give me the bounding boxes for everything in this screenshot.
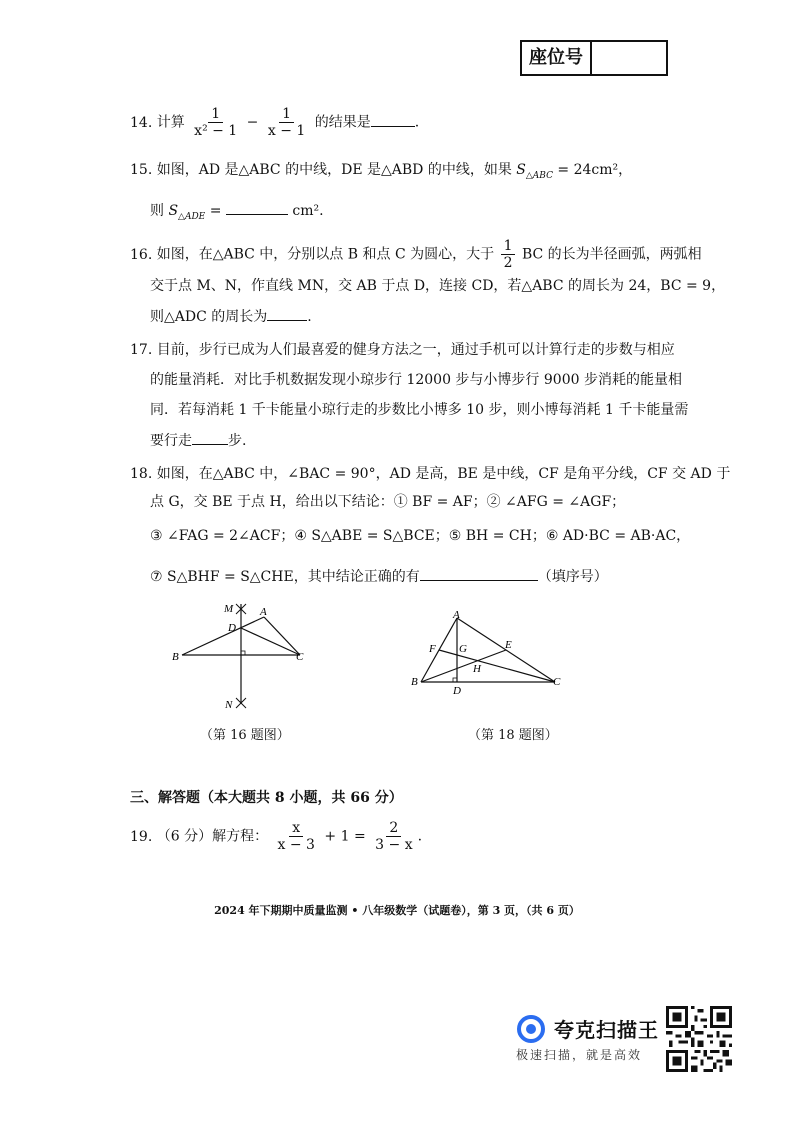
question-number: 14. xyxy=(130,114,153,131)
answer-blank[interactable] xyxy=(267,306,307,321)
fraction-2 xyxy=(372,820,415,853)
figure-16 xyxy=(170,600,310,715)
figure-16-caption: （第 16 题图） xyxy=(200,728,290,743)
label-d: D xyxy=(453,685,461,697)
question-number: 17. xyxy=(130,342,153,358)
question-16-line-1 xyxy=(130,238,702,271)
question-18-line-3: ③ ∠FAG = 2∠ACF；④ S△ABE = S△BCE；⑤ BH = CH；⑥ AD·BC = AB·AC， xyxy=(150,528,691,544)
brand-name: 夸克扫描王 xyxy=(554,1018,659,1042)
question-17-line-3: 同．若每消耗 1 千卡能量小琼行走的步数比小博多 10 步，则小博每消耗 1 千卡能量需 xyxy=(150,402,689,418)
equals-sign: = xyxy=(205,203,222,219)
question-18-line-1 xyxy=(130,464,730,484)
label-a: A xyxy=(453,609,460,621)
seat-number-label: 座位号 xyxy=(522,42,592,74)
question-18-line-2: 点 G，交 BE 于点 H，给出以下结论：① BF = AF；② ∠AFG = ∠AGF； xyxy=(150,494,626,510)
question-text: 则 xyxy=(150,203,164,219)
question-16-line-2: 交于点 M、N，作直线 MN，交 AB 于点 D，连接 CD，若△ABC 的周长为 24，BC = 9， xyxy=(150,278,726,294)
question-18-line-4 xyxy=(150,566,608,587)
area-symbol: S xyxy=(168,203,179,219)
question-15-line-2 xyxy=(150,200,324,227)
answer-blank[interactable] xyxy=(226,200,288,215)
page-footer: 2024 年下期期中质量监测 • 八年级数学（试题卷），第 3 页，（共 6 页） xyxy=(214,904,580,917)
area-subscript: △ABC xyxy=(525,170,553,181)
segment-dc xyxy=(241,628,300,655)
label-h: H xyxy=(473,663,481,675)
label-c: C xyxy=(553,676,561,688)
question-19 xyxy=(130,820,422,853)
fraction-half xyxy=(501,238,516,271)
question-text: 如图，AD 是△ABC 的中线，DE 是△ABD 的中线，如果 xyxy=(156,162,512,178)
qr-code-icon xyxy=(666,1006,732,1072)
scanner-brand xyxy=(514,1010,664,1070)
section-title: 三、解答题（本大题共 8 小题，共 66 分） xyxy=(130,790,403,806)
fraction-2 xyxy=(265,106,308,139)
label-c: C xyxy=(296,651,304,663)
label-g: G xyxy=(459,643,467,655)
brand-slogan: 极速扫描，就是高效 xyxy=(516,1048,643,1062)
question-text: 步. xyxy=(228,433,247,449)
label-d: D xyxy=(228,622,236,634)
fraction-denominator: x − 1 xyxy=(267,123,306,139)
question-suffix: 的结果是 xyxy=(314,114,371,131)
area-subscript: △ADE xyxy=(178,211,206,222)
segment-ac xyxy=(264,617,300,655)
question-text: （6 分）解方程： xyxy=(156,828,269,845)
fraction-denominator: x² − 1 xyxy=(194,123,238,139)
question-text: （填序号） xyxy=(537,569,608,585)
unit-text: cm². xyxy=(292,203,324,219)
bisector-cf xyxy=(439,650,555,682)
segment-ba xyxy=(182,617,264,655)
fraction-denominator: 3 − x xyxy=(375,837,413,853)
answer-blank[interactable] xyxy=(192,430,228,445)
fraction-denominator: 2 xyxy=(503,255,513,271)
question-15-line-1 xyxy=(130,160,632,186)
question-text: 如图，在△ABC 中，分别以点 B 和点 C 为圆心，大于 xyxy=(156,246,495,263)
seat-number-box xyxy=(520,40,668,76)
label-n: N xyxy=(225,699,233,711)
question-number: 16. xyxy=(130,246,153,263)
label-f: F xyxy=(429,643,436,655)
label-e: E xyxy=(505,639,512,651)
label-b: B xyxy=(172,651,179,663)
scanner-logo-icon xyxy=(516,1014,546,1044)
operator: + 1 = xyxy=(324,828,366,845)
label-b: B xyxy=(411,676,418,688)
fraction-numerator: 2 xyxy=(386,820,401,837)
fraction-numerator: 1 xyxy=(279,106,294,123)
label-a: A xyxy=(260,606,267,618)
question-text: 目前，步行已成为人们最喜爱的健身方法之一，通过手机可以计算行走的步数与相应 xyxy=(156,342,675,358)
question-17-line-2: 的能量消耗．对比手机数据发现小琼步行 12000 步与小博步行 9000 步消耗的能量相 xyxy=(150,372,682,388)
question-prefix: 计算 xyxy=(156,114,185,131)
question-text: ⑦ S△BHF = S△CHE，其中结论正确的有 xyxy=(150,569,420,585)
period: . xyxy=(307,309,312,325)
figure-18 xyxy=(405,608,570,698)
seat-number-value xyxy=(592,42,666,74)
question-number: 19. xyxy=(130,828,153,845)
question-text: 要行走 xyxy=(150,433,192,449)
fraction-1 xyxy=(191,106,240,139)
question-text: = 24cm²， xyxy=(552,162,633,178)
period: . xyxy=(414,114,420,131)
fraction-numerator: 1 xyxy=(208,106,223,123)
minus-sign: − xyxy=(246,114,259,131)
question-text: BC 的长为半径画弧，两弧相 xyxy=(521,246,702,263)
label-m: M xyxy=(224,603,234,615)
answer-blank[interactable] xyxy=(420,566,538,581)
fraction-1 xyxy=(275,820,318,853)
answer-blank[interactable] xyxy=(371,112,415,127)
question-17-line-4 xyxy=(150,430,246,451)
figure-18-caption: （第 18 题图） xyxy=(468,728,558,743)
fraction-numerator: x xyxy=(289,820,303,837)
question-text: 则△ADC 的周长为 xyxy=(150,309,268,325)
fraction-numerator: 1 xyxy=(501,238,516,255)
area-symbol: S xyxy=(516,162,526,178)
question-number: 15. xyxy=(130,162,153,178)
question-14 xyxy=(130,106,419,139)
question-number: 18. xyxy=(130,466,153,482)
fraction-denominator: x − 3 xyxy=(277,837,315,853)
question-17-line-1 xyxy=(130,340,675,360)
question-16-line-3 xyxy=(150,306,312,327)
period: . xyxy=(417,828,423,845)
question-text: 如图，在△ABC 中，∠BAC = 90°，AD 是高，BE 是中线，CF 是角平分线，CF 交 AD 于 xyxy=(156,466,731,482)
